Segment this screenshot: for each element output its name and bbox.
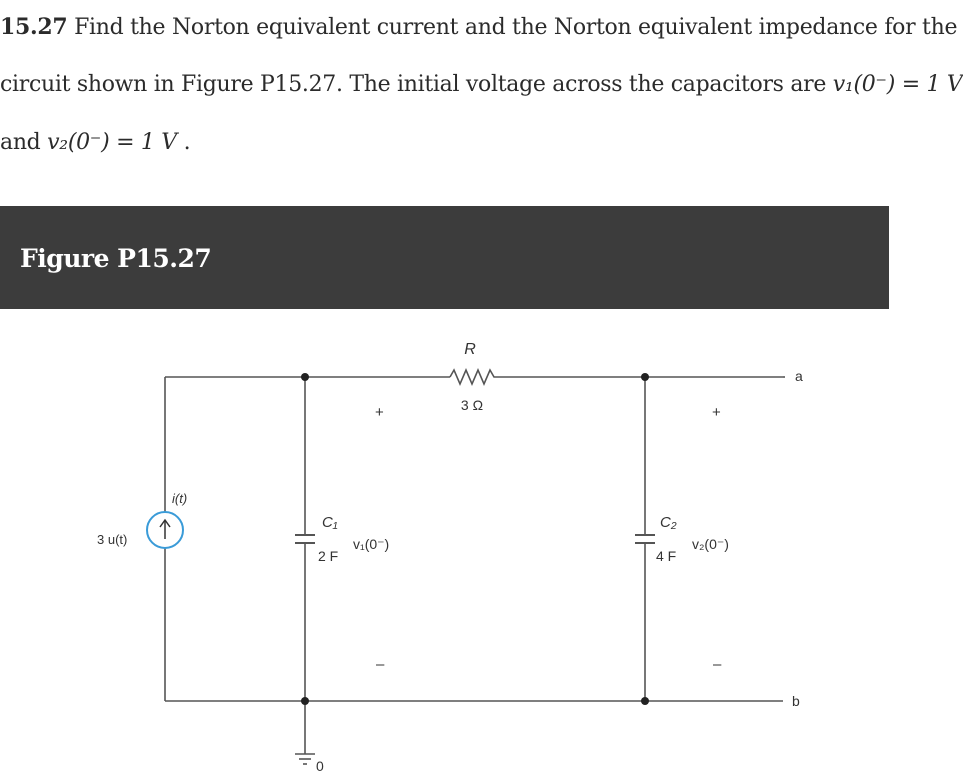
problem-text-3: and (0, 130, 41, 155)
circuit-diagram (0, 309, 889, 779)
v2-initial-condition: v₂(0⁻) = 1 V (47, 130, 177, 155)
problem-line-2 (0, 72, 963, 97)
resistor-name: R (464, 341, 476, 358)
v2-label: v₂(0⁻) (692, 536, 729, 552)
node-dot (641, 373, 649, 381)
node-dot (301, 697, 309, 705)
circuit-svg (0, 309, 889, 779)
resistor-symbol (450, 370, 498, 384)
v1-minus: – (376, 656, 385, 673)
problem-text-3-end: . (183, 130, 191, 155)
c2-value: 4 F (656, 548, 677, 564)
source-label: 3 u(t) (97, 532, 128, 547)
figure-title: Figure P15.27 (20, 244, 212, 273)
terminal-b-label: b (792, 693, 800, 709)
current-label: i(t) (172, 491, 188, 506)
problem-text-1: Find the Norton equivalent current and the Norton equivalent impedance for the (74, 15, 958, 40)
problem-line-1 (0, 14, 957, 40)
v1-label: v₁(0⁻) (353, 536, 390, 552)
ground-icon (295, 754, 315, 764)
c1-name: C₁ (322, 514, 338, 531)
problem-line-3 (0, 130, 190, 155)
resistor-value: 3 Ω (460, 397, 484, 413)
c2-name: C₂ (660, 514, 677, 531)
node-dot (301, 373, 309, 381)
terminal-a-label: a (795, 368, 803, 384)
figure-header (0, 206, 889, 309)
node-dot (641, 697, 649, 705)
v1-initial-condition: v₁(0⁻) = 1 V (832, 72, 963, 97)
v2-plus: + (712, 404, 721, 421)
ground-label: 0 (316, 758, 324, 774)
c1-value: 2 F (318, 548, 339, 564)
circuit-wires (165, 377, 783, 754)
v1-plus: + (375, 404, 384, 421)
v2-minus: – (713, 656, 722, 673)
problem-text-2: circuit shown in Figure P15.27. The initial voltage across the capacitors are (0, 72, 827, 97)
problem-number: 15.27 (0, 14, 68, 40)
